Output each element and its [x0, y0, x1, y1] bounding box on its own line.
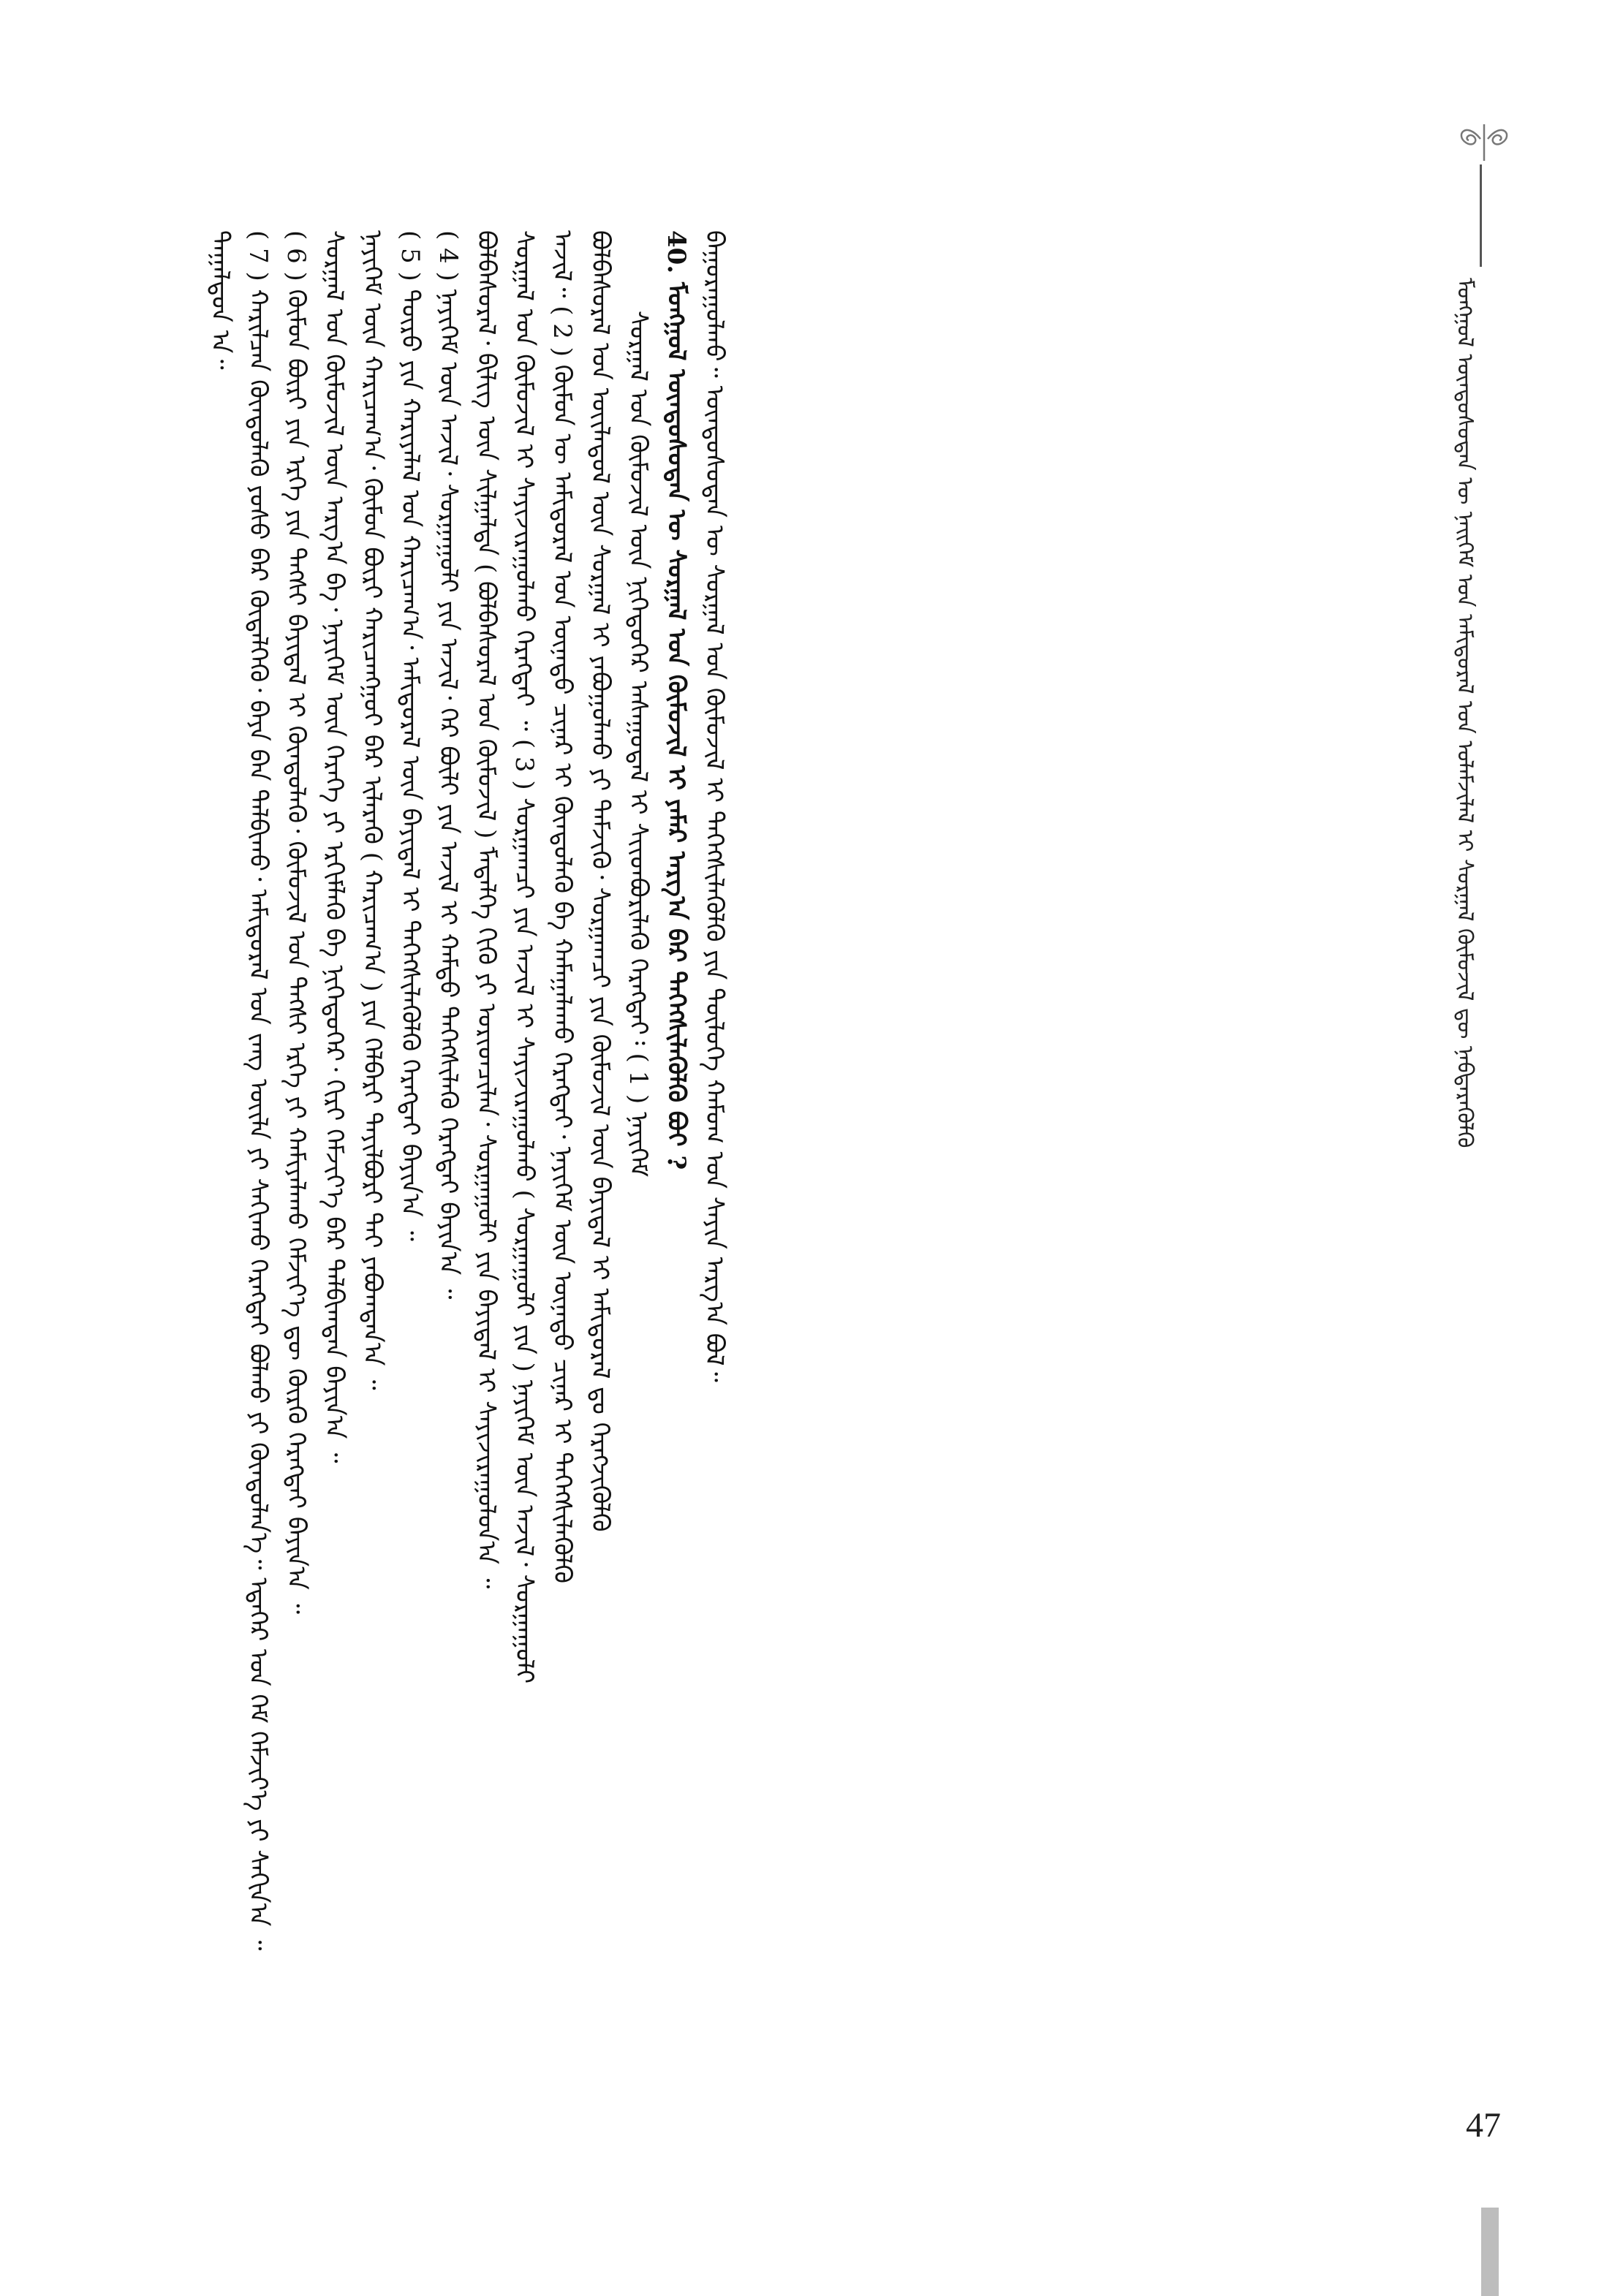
- header-rule: [1480, 164, 1482, 267]
- page-number: 47: [1466, 2106, 1501, 2145]
- body-text: [201, 230, 1064, 2058]
- text-column: ᠰᠤᠷᠭᠠᠯ ᠤᠨ ᠬᠦᠮᠦᠵᠢᠯ ᠦᠨ ᠨᠢᠭᠡᠳᠦᠭᠡᠷ ᠠᠰᠠᠭᠤᠳᠠᠯ ᠢ ᠰᠢᠢᠳᠪᠦᠷᠢᠯᠡᠬᠦ ᠬᠡᠷᠡᠭᠲᠡᠢ᠄ ( 1 ) ᠨᠡᠶᠢᠭᠡᠮ: [624, 311, 653, 1178]
- scroll-ornament-icon: [1451, 117, 1517, 161]
- running-header: ᠮᠣᠩᠭᠣᠯ ᠦᠨᠳᠦᠰᠦᠲᠡᠨ ᠦ ᠨᠡᠢᠭᠡᠮ ᠤᠨ ᠠᠮᠢᠳᠤᠷᠠᠯ ᠤᠨ ᠤᠯᠠᠮᠵᠢᠯᠠᠯ ᠢ ᠰᠤᠷᠭᠠᠯ ᠬᠦᠮᠦᠵᠢᠯ ᠳᠦ ᠨᠡᠪᠲᠡᠷᠡᠭᠦᠯᠬᠦ: [1452, 278, 1478, 1148]
- text-column: ᠳᠠᠭᠠᠯᠳᠤᠨ ᠠ᠃: [205, 230, 235, 370]
- text-column: ᠪᠣᠯᠪᠠᠰᠤᠷᠠᠯ᠂ ᠪᠢᠯᠢᠭ ᠦᠨ ᠰᠢᠯᠭᠠᠯᠲᠠ ( ᠪᠣᠯᠪᠠᠰᠤᠷᠠᠯ ᠤᠨ ᠬᠦᠮᠦᠵᠢᠯ ) ᠮᠡᠳᠡᠯᠭᠡ ᠬᠢᠬᠦ ᠶᠢ ᠤᠷᠢᠳᠴᠢᠯᠠᠨ᠂ ᠰᠤᠷᠭᠠᠭᠤᠯᠢ ᠶᠢᠨ ᠪᠠᠶᠢᠳᠠᠯ ᠢ ᠰᠠᠶᠢᠵᠢᠷᠠᠭᠤᠯᠤᠨ᠎ᠠ ᠃: [472, 230, 501, 1589]
- text-column: ᠰᠤᠷᠭᠠᠯ ᠤᠨ ᠬᠦᠮᠦᠵᠢᠯ ᠦᠨ ᠠᠷᠭ᠎ᠠ ᠪᠠ᠂ ᠨᠡᠶᠢᠭᠡᠮ ᠦᠨ ᠭᠡᠷᠡᠭᠡ ᠶᠢ ᠡᠷᠬᠢᠮᠯᠡᠬᠦ ᠪᠠ ᠨᠢᠭᠡᠳᠦᠭᠡᠷ᠂ ᠬᠢᠷᠢ ᠬᠡᠮᠵᠢᠶ᠎ᠡ ᠪᠡᠷ ᠲᠠᠯᠪᠢᠭᠳᠠᠨ ᠪᠠᠶᠢᠨ᠎ᠠ ᠃: [319, 230, 349, 1463]
- text-column: ( 7 ) ᠬᠠᠷᠢᠯᠴᠠᠨ ᠬᠦᠨᠳᠦᠯᠡᠬᠦ ᠶᠣᠰᠣ ᠪᠠᠷ ᠬᠦᠳᠡᠯᠭᠡᠬᠦ᠂ ᠪᠡᠶᠡ ᠪᠡᠨ ᠲᠠᠯᠪᠢᠬᠤ᠂ ᠠᠮᠢᠳᠤᠷᠠᠯ ᠤᠨ ᠵᠠᠩ ᠦᠢᠯᠡ ᠶᠢ ᠰᠠᠬᠢᠬᠤ ᠬᠡᠷᠡᠭᠲᠡᠢ ᠪᠣᠯᠬᠤ ᠶᠢ ᠬᠦᠨᠳᠦᠯᠡᠨ᠎ᠡ᠃ ᠡᠳᠡᠭᠡᠷ ᠤᠨ ᠬᠡᠮ ᠬᠡᠮᠵᠢᠶ᠎ᠡ ᠶᠢ ᠰᠠᠬᠢᠨ᠎ᠠ ᠃: [243, 230, 273, 1951]
- text-column: ( 5 ) ᠲᠦᠷᠦ ᠶᠢᠨ ᠬᠠᠷᠢᠶᠠᠯᠠᠯ ᠤᠨ ᠬᠠᠷᠢᠴᠠᠭ᠎ᠠ᠂ ᠠᠮᠢᠳᠤᠷᠠᠯ ᠦᠨ ᠪᠠᠶᠢᠳᠠᠯ ᠢ ᠳᠡᠭᠡᠭᠰᠢᠯᠡᠭᠦᠯᠬᠦ ᠬᠡᠷᠡᠭᠲᠡᠢ ᠪᠠᠶᠢᠨ᠎ᠠ ᠃: [396, 230, 425, 1241]
- page-edge-tab: [1481, 2208, 1499, 2296]
- text-column: ᠪᠠᠭᠤᠷᠠᠭᠤᠯᠬᠤ᠃ ᠦᠨᠳᠦᠰᠦᠲᠡᠨ ᠦ ᠰᠤᠷᠭᠠᠯ ᠤᠨ ᠬᠦᠮᠦᠵᠢᠯ ᠢ ᠳᠡᠭᠡᠭᠰᠢᠯᠡᠭᠦᠯᠬᠦ ᠶᠢᠨ ᠲᠥᠯᠥᠭᠡ ᠬᠠᠮᠤᠭ ᠤᠨ ᠰᠠᠶᠢᠨ ᠠᠷᠭ᠎ᠠ ᠪᠣᠯ᠃: [700, 230, 729, 1382]
- text-column: ᠪᠣᠯᠪᠠᠰᠤᠷᠠᠯ ᠤᠨ ᠦᠢᠯᠡᠳᠦᠯ ᠦᠨ ᠰᠤᠷᠭᠠᠯ ᠢ ᠶᠠᠪᠤᠭᠤᠯᠬᠤ ᠶᠢ ᠳᠡᠮᠵᠢᠬᠦ᠂ ᠰᠤᠷᠭᠠᠭᠴᠢ ᠶᠢᠨ ᠬᠦᠮᠦᠵᠢᠯ ᠦᠨ ᠪᠠᠶᠢᠳᠠᠯ ᠢ ᠠᠮᠢᠳᠤᠷᠠᠯ ᠳᠤ ᠬᠡᠷᠡᠭᠵᠢᠭᠦᠯᠬᠦ: [586, 230, 615, 1532]
- text-column: ( 4 ) ᠨᠡᠶᠢᠭᠡᠮ ᠦᠨ ᠠᠵᠢᠯ᠂ ᠰᠤᠷᠭᠠᠭᠤᠯᠢ ᠶᠢᠨ ᠠᠵᠢᠯ᠂ ᠭᠡᠷ ᠪᠦᠯᠢ ᠶᠢᠨ ᠠᠵᠢᠯ ᠢ ᠬᠠᠮᠲᠤ ᠳᠡᠭᠡᠭᠰᠢᠯᠡᠬᠦ ᠬᠡᠷᠡᠭᠲᠡᠢ ᠪᠠᠶᠢᠨ᠎ᠠ ᠃: [434, 230, 463, 1300]
- text-column: ᠨᠡᠶᠢᠭᠡᠮ ᠦᠨ ᠬᠠᠷᠢᠴᠠᠭ᠎ᠠ᠂ ᠬᠦᠮᠦᠨ ᠪᠦᠷᠢ ᠬᠠᠷᠢᠴᠠᠩᠭᠤᠢ ᠪᠡᠷ ᠢᠯᠡᠷᠡᠬᠦ ( ᠬᠠᠷᠢᠴᠠᠭ᠎ᠠ ) ᠶᠢᠨ ᠬᠡᠯᠪᠡᠷᠢ ᠲᠠᠶᠢᠯᠪᠤᠷᠢ ᠲᠠᠢ ᠶᠠᠪᠤᠭᠳᠠᠨ᠎ᠠ ᠃: [357, 230, 387, 1390]
- question-heading: 40. ᠮᠣᠩᠭᠣᠯ ᠦᠨᠳᠦᠰᠦᠲᠡᠨ ᠦ ᠰᠤᠷᠭᠠᠯ ᠤᠨ ᠬᠦᠮᠦᠵᠢᠯ ᠢ ᠶᠠᠮᠠᠷ ᠠᠷᠭ᠎ᠠ ᠪᠡᠷ ᠳᠡᠭᠡᠭᠰᠢᠯᠡᠭᠦᠯᠬᠦ ᠪᠤᠢ ?: [662, 230, 691, 1170]
- text-column: ᠠᠵᠢᠯ᠃ ( 2 ) ᠬᠦᠮᠦᠨ ᠦ ᠠᠮᠢᠳᠤᠷᠠᠯ ᠤᠨ ᠦᠨᠡᠲᠦ ᠴᠢᠨᠠᠷ ᠢ ᠬᠦᠨᠳᠦᠯᠡᠬᠦ ᠪᠠ ᠬᠠᠮᠠᠭᠠᠯᠠᠬᠤ ᠬᠡᠷᠡᠭᠲᠡᠢ᠂ ᠨᠡᠶᠢᠭᠡᠮ ᠦᠨ ᠦᠨᠡᠲᠦ ᠴᠢᠨᠠᠷ ᠢ ᠳᠡᠭᠡᠭᠰᠢᠯᠡᠭᠦᠯᠬᠦ: [548, 230, 577, 1583]
- text-column: ᠰᠤᠷᠭᠠᠯ ᠤᠨ ᠬᠦᠮᠦᠵᠢᠯ ᠢ ᠰᠠᠶᠢᠵᠢᠷᠠᠭᠤᠯᠬᠤ ᠬᠡᠷᠡᠭᠲᠡᠢ ᠃ ( 3 ) ᠰᠤᠷᠭᠠᠭᠴᠢ ᠶᠢᠨ ᠠᠵᠢᠯ ᠢ ᠰᠠᠶᠢᠵᠢᠷᠠᠭᠤᠯᠬᠤ ( ᠰᠤᠷᠭᠠᠭᠤᠯᠢ ᠶᠢᠨ ) ᠨᠡᠶᠢᠭᠡᠮ ᠦᠨ ᠠᠵᠢᠯ᠂ ᠰᠤᠷᠭᠠᠭᠤᠯᠢ: [510, 230, 539, 1684]
- text-column: ( 6 ) ᠬᠦᠮᠦᠨ ᠪᠦᠷᠢ ᠶᠢᠨ ᠡᠷᠬᠡ ᠶᠢᠨ ᠲᠡᠭᠰᠢ ᠪᠠᠶᠢᠳᠠᠯ ᠢ ᠬᠦᠨᠳᠦᠯᠡᠬᠦ᠂ ᠬᠦᠮᠦᠵᠢᠯ ᠤᠨ ᠲᠡᠭᠰᠢ ᠡᠷᠬᠡ ᠶᠢ ᠬᠠᠮᠢᠶᠠᠯᠠᠬᠤ ᠬᠡᠮᠵᠢᠶ᠎ᠡ ᠳᠦ ᠬᠦᠷᠬᠦ ᠬᠡᠷᠡᠭᠲᠡᠢ ᠪᠠᠶᠢᠨ᠎ᠠ ᠃: [281, 230, 311, 1615]
